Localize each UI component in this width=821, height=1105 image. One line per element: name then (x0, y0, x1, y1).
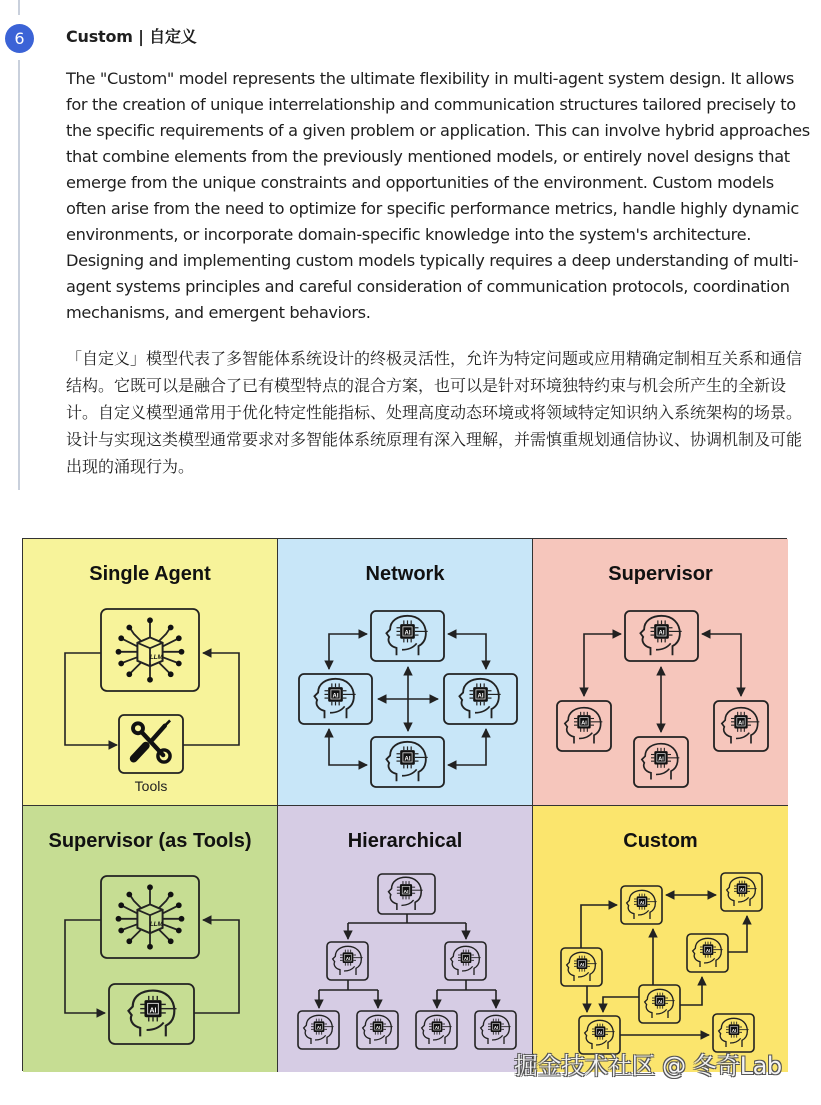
tools-label: Tools (134, 778, 168, 794)
description-english: The "Custom" model represents the ultimate flexibility in multi-agent system design. It allows for the creation of unique interrelationship and communication structures tailored precisely to the specific requirements of a given problem or application. This can involve hybrid approaches that combine elements from the previously mentioned models, or entirely novel designs that emerge from the unique constraints and opportunities of the environment. Custom models often arise from the need to optimize for specific performance metrics, handle highly dynamic environments, or incorporate domain-specific knowledge into the system's architecture. Designing and implementing custom models typically requires a deep understanding of multi-agent systems principles and careful consideration of communication protocols, coordination mechanisms, and emergent behaviors. (66, 69, 810, 322)
hierarchical-diagram (278, 806, 533, 1072)
network-diagram (278, 539, 533, 806)
llm-icon (116, 884, 185, 949)
llm-icon (116, 617, 185, 682)
panel-network (278, 539, 533, 806)
step-number-badge: 6 (5, 24, 34, 53)
timeline-line (18, 60, 20, 490)
single-agent-diagram (23, 539, 278, 806)
panel-title: Custom (623, 830, 698, 852)
panel-supervisor (533, 539, 788, 806)
panel-custom (533, 806, 788, 1072)
section-title: Custom | 自定义 (66, 27, 197, 46)
watermark: 掘金技术社区 @ 冬奇Lab (514, 1052, 782, 1080)
panel-title: Single Agent (89, 563, 211, 585)
panel-single-agent (23, 539, 278, 806)
description-chinese: 「自定义」模型代表了多智能体系统设计的终极灵活性，允许为特定问题或应用精确定制相互关系和通信结构。它既可以是融合了已有模型特点的混合方案，也可以是针对环境独特约束与机会所产生的全新设计。自定义模型通常用于优化特定性能指标、处理高度动态环境或将领域特定知识纳入系统架构的场景。设计与实现这类模型通常要求对多智能体系统原理有深入理解，并需慎重规划通信协议、协调机制及可能出现的涌现行为。 (66, 349, 803, 476)
panel-title: Network (365, 563, 445, 585)
tools-icon (131, 720, 170, 762)
supervisor-diagram (533, 539, 788, 806)
panel-title: Hierarchical (347, 830, 463, 852)
timeline-line-top (18, 0, 20, 15)
panel-hierarchical (278, 806, 533, 1072)
panel-title: Supervisor (608, 563, 713, 585)
panel-supervisor-as-tools (23, 806, 278, 1072)
supervisor-as-tools-diagram (23, 806, 278, 1072)
panel-title: Supervisor (as Tools) (48, 830, 252, 852)
architecture-figure (22, 538, 787, 1071)
custom-diagram (533, 806, 788, 1072)
